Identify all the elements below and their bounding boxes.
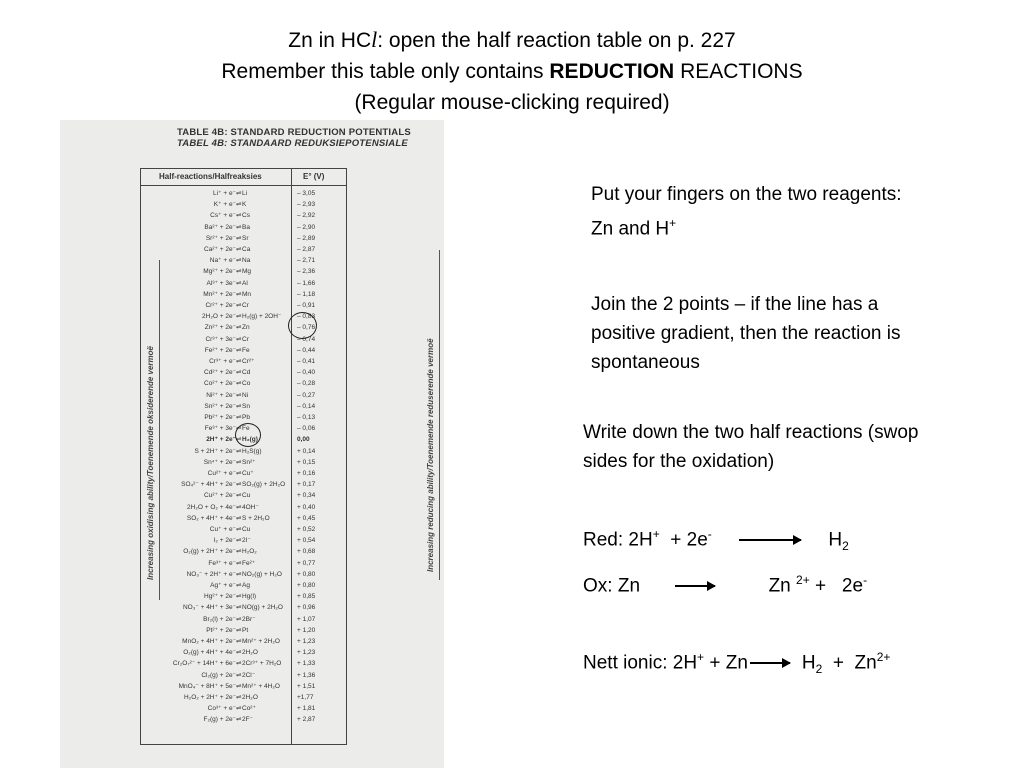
equilibrium-arrow-icon: ⇌ xyxy=(236,638,242,645)
reduction-equation xyxy=(583,520,1003,561)
oxidising-agent: 2H₂O + O₂ + 4e⁻ xyxy=(187,503,236,511)
potential-value: + 0,15 xyxy=(297,458,316,466)
table-row xyxy=(141,457,346,469)
equilibrium-arrow-icon: ⇌ xyxy=(236,436,242,444)
reducing-agent: K xyxy=(242,201,247,209)
table-row xyxy=(141,356,346,368)
note-fingers-sup: + xyxy=(669,216,677,230)
table-title: TABLE 4B: STANDARD REDUCTION POTENTIALS xyxy=(177,127,411,138)
equilibrium-arrow-icon: ⇌ xyxy=(236,212,242,220)
col-header-potential: E° (V) xyxy=(303,172,325,181)
red-label: Red: 2H xyxy=(583,529,653,551)
oxidising-agent: Fe²⁺ + 2e⁻ xyxy=(204,346,236,354)
reducing-agent: H₂(g) xyxy=(242,436,258,444)
equilibrium-arrow-icon: ⇌ xyxy=(236,570,242,578)
table-row xyxy=(141,244,346,256)
table-row xyxy=(141,546,346,558)
equilibrium-arrow-icon: ⇌ xyxy=(236,470,242,477)
reducing-agent: Ag xyxy=(242,582,250,589)
equilibrium-arrow-icon: ⇌ xyxy=(236,447,242,455)
table-row xyxy=(141,670,346,682)
table-row xyxy=(141,602,346,614)
equilibrium-arrow-icon: ⇌ xyxy=(236,358,242,365)
reducing-agent: 2H₂O xyxy=(242,649,258,657)
nett-product: H xyxy=(801,652,816,674)
red-mid: + 2e xyxy=(670,529,708,551)
equilibrium-arrow-icon: ⇌ xyxy=(236,302,242,309)
oxidising-agent: SO₄²⁻ + 4H⁺ + 2e⁻ xyxy=(181,481,236,489)
equilibrium-arrow-icon: ⇌ xyxy=(236,346,242,354)
oxidising-agent: Al³⁺ + 3e⁻ xyxy=(206,279,236,287)
table-row xyxy=(141,446,346,458)
reducing-agent: Co²⁺ xyxy=(242,705,256,713)
table-row xyxy=(141,401,346,413)
potential-value: – 0,06 xyxy=(297,425,316,433)
left-axis-label: Increasing oxidising ability/Toenemende oksiderende vermoë xyxy=(146,346,155,580)
oxidising-agent: Li⁺ + e⁻ xyxy=(213,190,236,197)
reducing-agent: Al xyxy=(242,279,248,287)
oxidising-agent: NO₃⁻ + 2H⁺ + e⁻ xyxy=(186,570,236,578)
equilibrium-arrow-icon: ⇌ xyxy=(236,526,242,533)
oxidising-agent: Cd²⁺ + 2e⁻ xyxy=(204,369,236,377)
equilibrium-arrow-icon: ⇌ xyxy=(236,257,242,265)
table-row xyxy=(141,378,346,390)
equilibrium-arrow-icon: ⇌ xyxy=(236,503,242,511)
table-row xyxy=(141,490,346,502)
table-row xyxy=(141,692,346,704)
equilibrium-arrow-icon: ⇌ xyxy=(236,369,242,377)
equilibrium-arrow-icon: ⇌ xyxy=(236,716,242,724)
red-sup2: - xyxy=(707,527,712,541)
oxidising-agent: Zn²⁺ + 2e⁻ xyxy=(204,324,236,332)
oxidising-agent: K⁺ + e⁻ xyxy=(213,201,236,209)
potential-value: – 0,28 xyxy=(297,380,316,388)
potential-value: + 0,17 xyxy=(297,481,316,489)
potential-value: + 0,54 xyxy=(297,537,316,545)
title-line-1 xyxy=(0,24,1024,56)
oxidising-agent: Na⁺ + e⁻ xyxy=(209,257,236,265)
equilibrium-arrow-icon: ⇌ xyxy=(236,391,242,399)
oxidising-agent: 2H⁺ + 2e⁻ xyxy=(206,436,236,444)
title-line-3: (Regular mouse-clicking required) xyxy=(354,91,670,114)
oxidising-agent: O₂(g) + 4H⁺ + 4e⁻ xyxy=(183,649,236,657)
table-row xyxy=(141,479,346,491)
reducing-agent: Fe xyxy=(242,425,250,433)
equilibrium-arrow-icon: ⇌ xyxy=(236,537,242,545)
equilibrium-arrow-icon: ⇌ xyxy=(236,380,242,388)
ox-sup2: - xyxy=(863,573,868,587)
table-row xyxy=(141,703,346,715)
equilibrium-arrow-icon: ⇌ xyxy=(236,190,242,197)
table-row xyxy=(141,513,346,525)
reducing-agent: 2F⁻ xyxy=(242,716,254,724)
table-row xyxy=(141,412,346,424)
reducing-agent: Cr²⁺ xyxy=(242,358,255,365)
potential-value: – 1,18 xyxy=(297,290,316,298)
right-arrow xyxy=(439,250,440,580)
potential-value: – 0,44 xyxy=(297,346,316,354)
nett-mid: + Zn xyxy=(704,652,748,674)
nett-sup2: 2+ xyxy=(876,650,891,664)
equilibrium-arrow-icon: ⇌ xyxy=(236,414,242,421)
reducing-agent: Cr xyxy=(242,302,249,309)
reduction-table xyxy=(140,168,347,745)
table-row xyxy=(141,266,346,278)
table-row xyxy=(141,591,346,603)
potential-value: – 0,27 xyxy=(297,391,316,399)
table-row xyxy=(141,681,346,693)
oxidising-agent: Sr²⁺ + 2e⁻ xyxy=(205,234,236,242)
potential-value: + 0,77 xyxy=(297,559,316,567)
oxidising-agent: F₂(g) + 2e⁻ xyxy=(203,716,236,724)
table-row xyxy=(141,714,346,726)
oxidising-agent: Cu²⁺ + 2e⁻ xyxy=(204,492,236,500)
equilibrium-arrow-icon: ⇌ xyxy=(236,234,242,242)
oxidising-agent: Mn²⁺ + 2e⁻ xyxy=(203,290,236,298)
ox-label: Ox: Zn xyxy=(583,575,641,597)
reducing-agent: Fe²⁺ xyxy=(242,559,256,567)
reducing-agent: Mn²⁺ + 4H₂O xyxy=(242,682,280,690)
equilibrium-arrow-icon: ⇌ xyxy=(236,694,242,701)
equilibrium-arrow-icon: ⇌ xyxy=(236,649,242,657)
reaction-arrow xyxy=(675,585,715,587)
potential-value: + 1,51 xyxy=(297,682,316,690)
reducing-agent: Cr xyxy=(242,335,249,343)
note-fingers-text: Put your fingers on the two reagents: Zn and H xyxy=(591,184,902,240)
table-row xyxy=(141,367,346,379)
potential-value: – 2,87 xyxy=(297,246,316,253)
table-row xyxy=(141,647,346,659)
oxidising-agent: Br₂(l) + 2e⁻ xyxy=(203,615,236,623)
equilibrium-arrow-icon: ⇌ xyxy=(236,660,242,668)
equilibrium-arrow-icon: ⇌ xyxy=(236,514,242,522)
table-row xyxy=(141,289,346,301)
reducing-agent: Na xyxy=(242,257,251,265)
table-row xyxy=(141,300,346,312)
reducing-agent: Cu⁺ xyxy=(242,470,254,477)
oxidising-agent: Co³⁺ + e⁻ xyxy=(207,705,236,713)
oxidising-agent: Sn²⁺ + 2e⁻ xyxy=(204,402,236,410)
reducing-agent: 4OH⁻ xyxy=(242,503,259,511)
oxidising-agent: Co²⁺ + 2e⁻ xyxy=(204,380,236,388)
reducing-agent: Ni xyxy=(242,391,249,399)
note-join-points: Join the 2 points – if the line has a positive gradient, then the reaction is spontaneous xyxy=(591,294,901,373)
oxidation-equation xyxy=(583,566,1003,600)
potential-value: – 3,05 xyxy=(297,190,316,197)
table-row xyxy=(141,614,346,626)
ox-product: Zn xyxy=(768,575,797,597)
equilibrium-arrow-icon: ⇌ xyxy=(236,201,242,209)
table-row xyxy=(141,636,346,648)
reaction-arrow xyxy=(739,539,801,541)
oxidising-agent: MnO₂ + 4H⁺ + 2e⁻ xyxy=(182,638,236,645)
oxidising-agent: H₂O₂ + 2H⁺ + 2e⁻ xyxy=(183,694,236,701)
reducing-agent: NO₂(g) + H₂O xyxy=(242,570,282,578)
table-row xyxy=(141,188,346,200)
reducing-agent: H₂(g) + 2OH⁻ xyxy=(242,313,282,321)
reducing-agent: NO(g) + 2H₂O xyxy=(242,604,283,612)
oxidising-agent: Cr³⁺ + 3e⁻ xyxy=(205,335,236,343)
potential-value: 0,00 xyxy=(297,436,310,444)
nett-label: Nett ionic: 2H xyxy=(583,652,698,674)
potential-value: – 0,76 xyxy=(297,324,316,332)
reducing-agent: Zn xyxy=(242,324,250,332)
red-sup: + xyxy=(652,527,660,541)
equilibrium-arrow-icon: ⇌ xyxy=(236,279,242,287)
ox-mid: + 2e xyxy=(809,575,864,597)
reducing-agent: H₂O₂ xyxy=(242,548,257,556)
potential-value: – 2,36 xyxy=(297,268,316,276)
equilibrium-arrow-icon: ⇌ xyxy=(236,626,242,634)
potential-value: + 0,68 xyxy=(297,548,316,556)
oxidising-agent: Fe³⁺ + e⁻ xyxy=(208,559,236,567)
equilibrium-arrow-icon: ⇌ xyxy=(236,313,242,321)
reducing-agent: Hg(l) xyxy=(242,593,257,601)
equilibrium-arrow-icon: ⇌ xyxy=(236,246,242,253)
reducing-agent: 2H₂O xyxy=(242,694,258,701)
potential-value: – 2,90 xyxy=(297,223,316,231)
equilibrium-arrow-icon: ⇌ xyxy=(236,481,242,489)
potential-value: – 2,93 xyxy=(297,201,316,209)
potential-value: – 0,40 xyxy=(297,369,316,377)
zn-circle-marker xyxy=(288,312,317,339)
nett-ionic-equation xyxy=(583,643,1023,684)
potential-value: + 0,16 xyxy=(297,470,316,477)
subtitle-rest: REACTIONS xyxy=(674,60,803,83)
reducing-agent: H₂S(g) xyxy=(242,447,262,455)
potential-value: + 0,80 xyxy=(297,570,316,578)
oxidising-agent: I₂ + 2e⁻ xyxy=(213,537,236,545)
note-write-half-reactions: Write down the two half reactions (swop sides for the oxidation) xyxy=(583,422,919,472)
equilibrium-arrow-icon: ⇌ xyxy=(236,548,242,556)
oxidising-agent: 2H₂O + 2e⁻ xyxy=(202,313,236,321)
reducing-agent: Mg xyxy=(242,268,252,276)
scanned-table-image xyxy=(60,120,444,768)
slide-header xyxy=(0,24,1024,118)
table-row xyxy=(141,199,346,211)
table-row xyxy=(141,625,346,637)
potential-value: + 0,34 xyxy=(297,492,316,500)
oxidising-agent: Cu²⁺ + e⁻ xyxy=(207,470,236,477)
oxidising-agent: Pb²⁺ + 2e⁻ xyxy=(204,414,236,421)
table-row xyxy=(141,502,346,514)
potential-value: – 1,66 xyxy=(297,279,316,287)
potential-value: – 0,13 xyxy=(297,414,316,421)
potential-value: – 2,92 xyxy=(297,212,316,220)
table-row xyxy=(141,390,346,402)
table-row xyxy=(141,535,346,547)
reducing-agent: Mn xyxy=(242,290,252,298)
oxidising-agent: Cr³⁺ + e⁻ xyxy=(209,358,236,365)
reducing-agent: Li xyxy=(242,190,248,197)
oxidising-agent: Cl₂(g) + 2e⁻ xyxy=(201,671,236,679)
reducing-agent: Cu xyxy=(242,492,251,500)
reducing-agent: Fe xyxy=(242,346,250,354)
oxidising-agent: NO₃⁻ + 4H⁺ + 3e⁻ xyxy=(182,604,236,612)
potential-value: + 0,85 xyxy=(297,593,316,601)
equilibrium-arrow-icon: ⇌ xyxy=(236,402,242,410)
reducing-agent: Sr xyxy=(242,234,249,242)
equilibrium-arrow-icon: ⇌ xyxy=(236,559,242,567)
reducing-agent: Ca xyxy=(242,246,251,253)
reducing-agent: Cs xyxy=(242,212,250,220)
ox-sup: 2+ xyxy=(796,573,810,587)
right-axis-label: Increasing reducing ability/Toenemende reduserende vermoë xyxy=(426,338,435,572)
equilibrium-arrow-icon: ⇌ xyxy=(236,324,242,332)
red-sub: 2 xyxy=(842,539,849,554)
potential-value: + 0,80 xyxy=(297,582,316,589)
oxidising-agent: Cs⁺ + e⁻ xyxy=(210,212,236,220)
potential-value: + 1,36 xyxy=(297,671,316,679)
table-row xyxy=(141,278,346,290)
oxidising-agent: Ni²⁺ + 2e⁻ xyxy=(206,391,236,399)
oxidising-agent: Hg²⁺ + 2e⁻ xyxy=(204,593,236,601)
oxidising-agent: SO₂ + 4H⁺ + 4e⁻ xyxy=(186,514,236,522)
reducing-agent: Cu xyxy=(242,526,251,533)
table-row xyxy=(141,468,346,480)
equilibrium-arrow-icon: ⇌ xyxy=(236,458,242,466)
oxidising-agent: Fe³⁺ + 3e⁻ xyxy=(204,425,236,433)
equilibrium-arrow-icon: ⇌ xyxy=(236,290,242,298)
oxidising-agent: Ag⁺ + e⁻ xyxy=(210,582,236,589)
table-row xyxy=(141,255,346,267)
equilibrium-arrow-icon: ⇌ xyxy=(236,492,242,500)
red-product: H xyxy=(828,529,843,551)
equilibrium-arrow-icon: ⇌ xyxy=(236,582,242,589)
potential-value: + 1,07 xyxy=(297,615,316,623)
table-row xyxy=(141,334,346,346)
equilibrium-arrow-icon: ⇌ xyxy=(236,615,242,623)
potential-value: + 1,23 xyxy=(297,638,316,645)
reducing-agent: Sn xyxy=(242,402,250,410)
table-row xyxy=(141,658,346,670)
potential-value: – 2,89 xyxy=(297,234,316,242)
equilibrium-arrow-icon: ⇌ xyxy=(236,425,242,433)
table-row xyxy=(141,222,346,234)
potential-value: – 0,91 xyxy=(297,302,316,309)
table-row xyxy=(141,345,346,357)
potential-value: + 0,45 xyxy=(297,514,316,522)
reducing-agent: Mn²⁺ + 2H₂O xyxy=(242,638,280,645)
potential-value: – 2,71 xyxy=(297,257,316,265)
oxidising-agent: Ba²⁺ + 2e⁻ xyxy=(204,223,236,231)
nett-sup: + xyxy=(697,650,705,664)
potential-value: + 0,40 xyxy=(297,503,316,511)
potential-value: + 0,52 xyxy=(297,526,316,533)
reducing-agent: SO₂(g) + 2H₂O xyxy=(242,481,286,489)
reducing-agent: Ba xyxy=(242,223,250,231)
reducing-agent: 2Cl⁻ xyxy=(242,671,256,679)
reducing-agent: Sn²⁺ xyxy=(242,458,256,466)
reducing-agent: Pb xyxy=(242,414,250,421)
oxidising-agent: S + 2H⁺ + 2e⁻ xyxy=(194,447,236,455)
potential-value: + 1,33 xyxy=(297,660,316,668)
table-row xyxy=(141,233,346,245)
note-fingers xyxy=(591,180,921,243)
potential-value: + 2,87 xyxy=(297,716,316,724)
potential-value: + 0,14 xyxy=(297,447,316,455)
reducing-agent: 2I⁻ xyxy=(242,537,251,545)
oxidising-agent: Sn⁴⁺ + 2e⁻ xyxy=(203,458,236,466)
reducing-agent: S + 2H₂O xyxy=(242,514,270,522)
potential-value: + 1,20 xyxy=(297,626,316,634)
title-text: Zn in HC xyxy=(288,29,372,52)
table-row xyxy=(141,524,346,536)
nett-plus: + Zn xyxy=(822,652,877,674)
nett-sub: 2 xyxy=(815,662,823,677)
equilibrium-arrow-icon: ⇌ xyxy=(236,335,242,343)
reducing-agent: 2Br⁻ xyxy=(242,615,256,623)
reducing-agent: Co xyxy=(242,380,251,388)
reducing-agent: 2Cr³⁺ + 7H₂O xyxy=(242,660,282,668)
potential-value: + 1,81 xyxy=(297,705,316,713)
title-italic: l xyxy=(371,27,378,52)
equilibrium-arrow-icon: ⇌ xyxy=(236,682,242,690)
equilibrium-arrow-icon: ⇌ xyxy=(236,268,242,276)
oxidising-agent: Pt²⁺ + 2e⁻ xyxy=(206,626,236,634)
title-text-rest: : open the half reaction table on p. 227 xyxy=(377,29,736,52)
potential-value: – 0,83 xyxy=(297,313,316,321)
equilibrium-arrow-icon: ⇌ xyxy=(236,705,242,713)
oxidising-agent: MnO₄⁻ + 8H⁺ + 5e⁻ xyxy=(178,682,236,690)
table-row xyxy=(141,210,346,222)
title-line-2 xyxy=(0,56,1024,87)
potential-value: + 0,96 xyxy=(297,604,316,612)
potential-value: – 0,41 xyxy=(297,358,316,365)
oxidising-agent: Cr₂O₇²⁻ + 14H⁺ + 6e⁻ xyxy=(172,660,236,668)
subtitle-bold: REDUCTION xyxy=(549,60,675,83)
table-row xyxy=(141,569,346,581)
subtitle-text: Remember this table only contains xyxy=(221,60,550,83)
potential-value: +1,77 xyxy=(297,694,314,701)
equilibrium-arrow-icon: ⇌ xyxy=(236,593,242,601)
potential-value: – 0,74 xyxy=(297,335,316,343)
table-row xyxy=(141,558,346,570)
equilibrium-arrow-icon: ⇌ xyxy=(236,604,242,612)
reaction-arrow xyxy=(750,662,790,664)
equilibrium-arrow-icon: ⇌ xyxy=(236,671,242,679)
col-header-half-reactions: Half-reactions/Halfreaksies xyxy=(159,172,262,181)
oxidising-agent: Cr²⁺ + 2e⁻ xyxy=(205,302,236,309)
reducing-agent: Pt xyxy=(242,626,249,634)
table-row xyxy=(141,580,346,592)
reducing-agent: Cd xyxy=(242,369,251,377)
table-header-row xyxy=(141,169,346,186)
oxidising-agent: Mg²⁺ + 2e⁻ xyxy=(203,268,236,276)
table-title-afrikaans: TABEL 4B: STANDAARD REDUKSIEPOTENSIALE xyxy=(177,138,408,149)
h-plus-circle-marker xyxy=(235,423,261,447)
oxidising-agent: Cu⁺ + e⁻ xyxy=(209,526,236,533)
potential-value: – 0,14 xyxy=(297,402,316,410)
oxidising-agent: Ca²⁺ + 2e⁻ xyxy=(204,246,236,253)
potential-value: + 1,23 xyxy=(297,649,316,657)
oxidising-agent: O₂(g) + 2H⁺ + 2e⁻ xyxy=(183,548,236,556)
equilibrium-arrow-icon: ⇌ xyxy=(236,223,242,231)
